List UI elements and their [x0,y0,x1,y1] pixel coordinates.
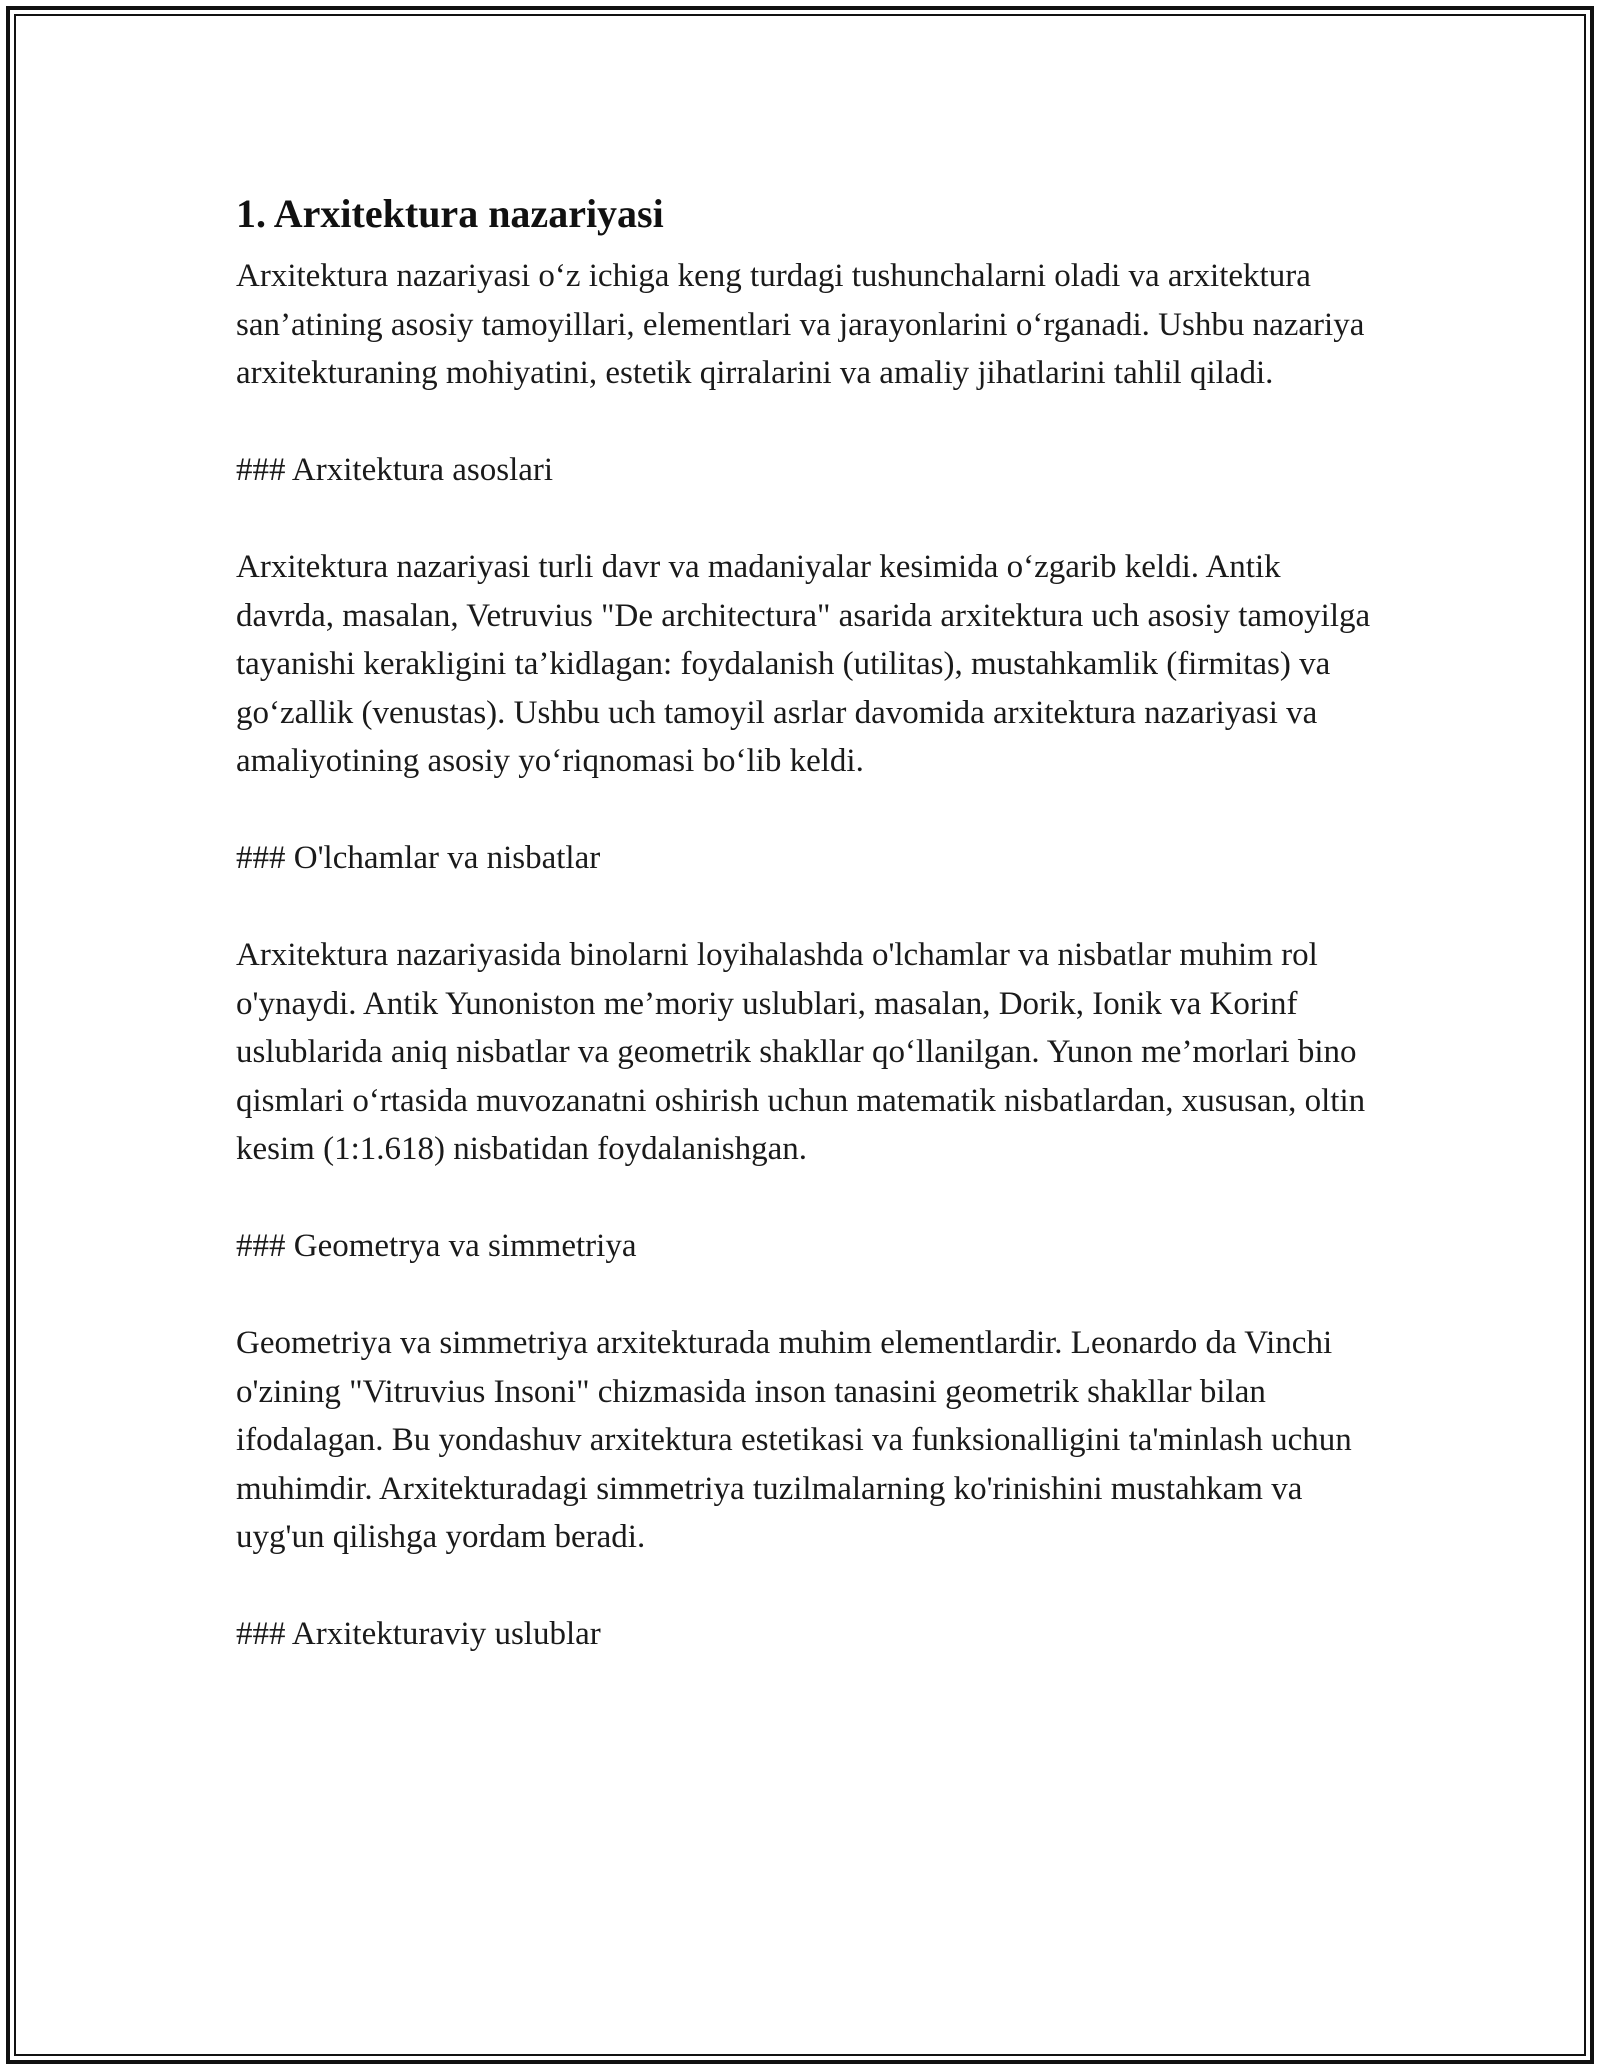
section-heading-olchamlar-va-nisbatlar: ### O'lchamlar va nisbatlar [236,840,601,876]
section-heading-arxitekturaviy-uslublar: ### Arxitekturaviy uslublar [236,1616,601,1652]
document-title: 1. Arxitektura nazariyasi [236,191,664,236]
paragraph-geometrya-va-simmetriya: Geometriya va simmetriya arxitekturada muhim elementlardir. Leonardo da Vinchi o'zining "Vitruvius Insoni" chizmasida inson tanasini geometrik shakllar bilan ifodalagan. Bu yondashuv arxitektura estetikasi va funksionalligini ta'minlash uchun muhimdir. Arxitekturadagi simmetriya tuzilmalarning ko'rinishini mustahkam va uyg'un qilishga yordam beradi. [236,1325,1352,1555]
paragraph-arxitektura-asoslari: Arxitektura nazariyasi turli davr va madaniyalar kesimida o‘zgarib keldi. Antik davrda, masalan, Vetruvius "De architectura" asarida arxitektura uch asosiy tamoyilga tayanishi kerakligini ta’kidlagan: foydalanish (utilitas), mustahkamlik (firmitas) va go‘zallik (venustas). Ushbu uch tamoyil asrlar davomida arxitektura nazariyasi va amaliyotining asosiy yo‘riqnomasi bo‘lib keldi. [236,549,1371,779]
paragraph-olchamlar-va-nisbatlar: Arxitektura nazariyasida binolarni loyihalashda o'lchamlar va nisbatlar muhim rol o'ynaydi. Antik Yunoniston me’moriy uslublari, masalan, Dorik, Ionik va Korinf uslublarida aniq nisbatlar va geometrik shakllar qo‘llanilgan. Yunon me’morlari bino qismlari o‘rtasida muvozanatni oshirish uchun matematik nisbatlardan, xususan, oltin kesim (1:1.618) nisbatidan foydalanishgan. [236,937,1366,1167]
document-body [236,186,1376,1707]
section-heading-arxitektura-asoslari: ### Arxitektura asoslari [236,452,554,488]
intro-paragraph: Arxitektura nazariyasi o‘z ichiga keng turdagi tushunchalarni oladi va arxitektura san’atining asosiy tamoyillari, elementlari va jarayonlarini o‘rganadi. Ushbu nazariya arxitekturaning mohiyatini, estetik qirralarini va amaliy jihatlarini tahlil qiladi. [236,258,1365,391]
section-heading-geometrya-va-simmetriya: ### Geometrya va simmetriya [236,1228,637,1264]
